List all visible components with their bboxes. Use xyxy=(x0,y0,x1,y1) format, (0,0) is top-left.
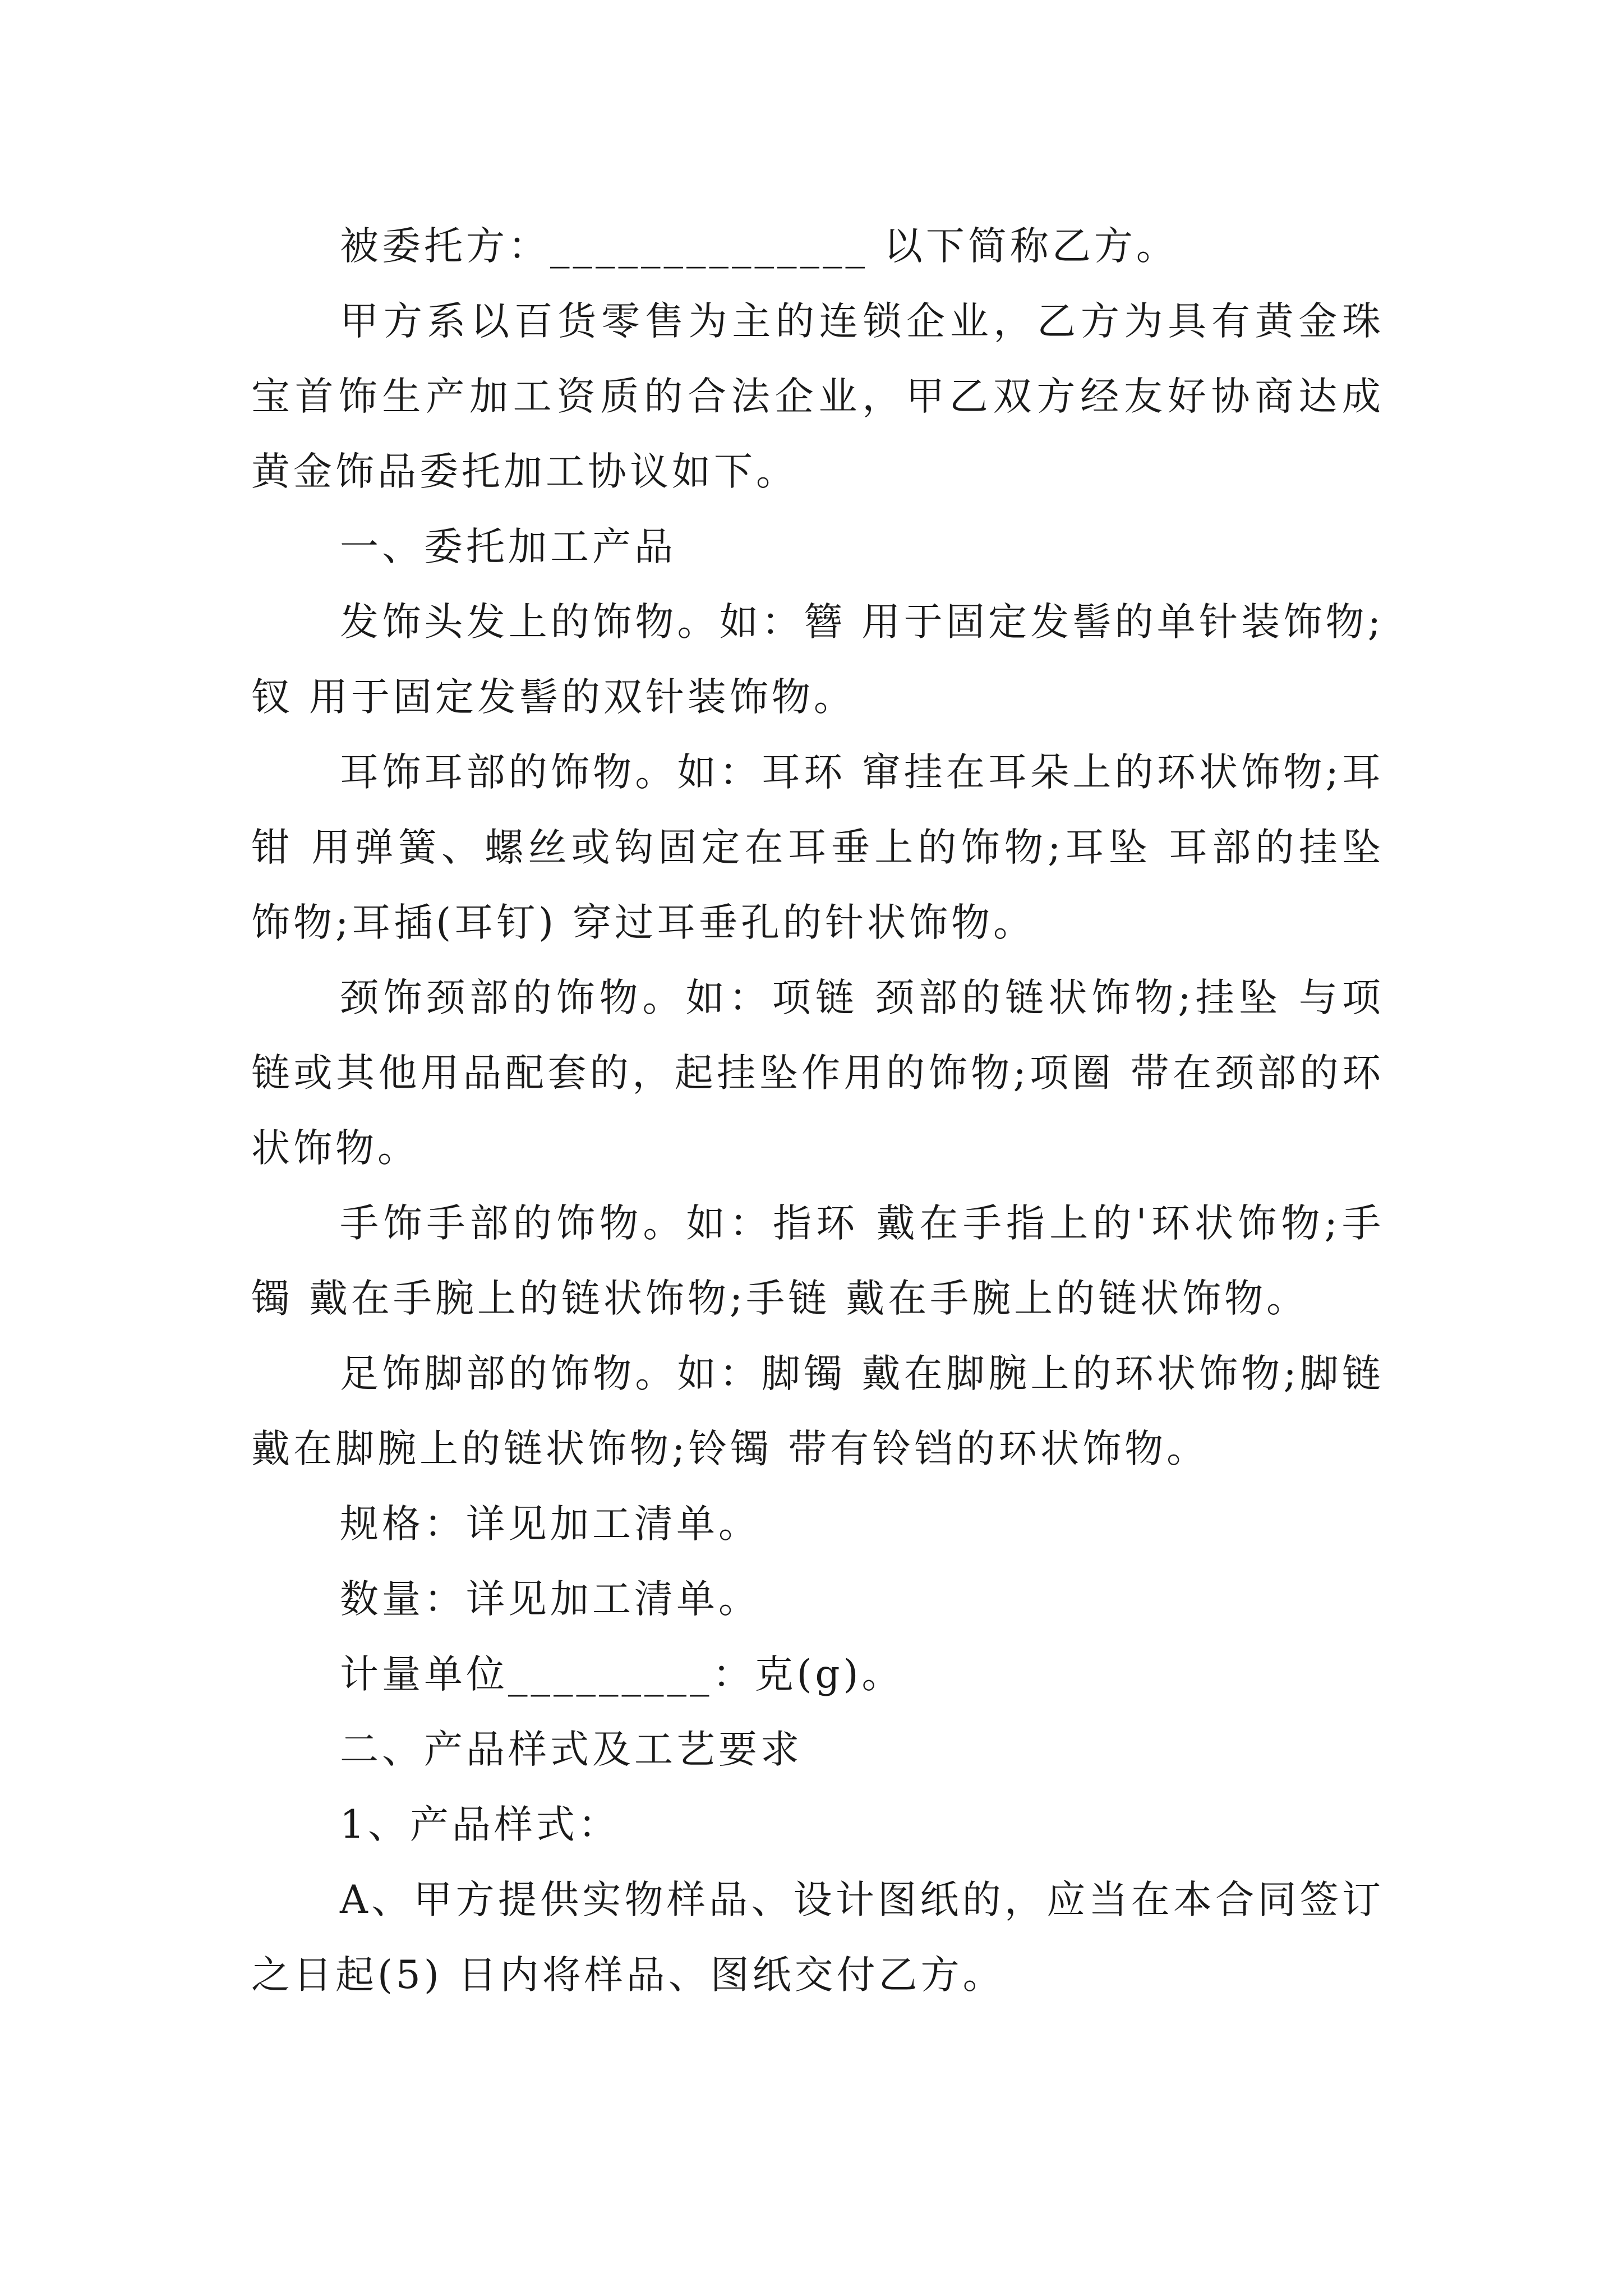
paragraph-specification: 规格：详见加工清单。 xyxy=(340,1502,760,1547)
document-body xyxy=(251,209,1400,2013)
paragraph-hair-ornaments: 发饰头发上的饰物。如：簪 用于固定发髻的单针装饰物;钗 用于固定发髻的双针装饰物。 xyxy=(251,600,1384,720)
paragraph-entrusted-party: 被委托方：______________ 以下简称乙方。 xyxy=(340,224,1178,269)
paragraph-ear-ornaments: 耳饰耳部的饰物。如：耳环 窜挂在耳朵上的环状饰物;耳钳 用弹簧、螺丝或钩固定在耳垂上的饰物;耳坠 耳部的挂坠饰物;耳插(耳钉) 穿过耳垂孔的针状饰物。 xyxy=(251,750,1384,945)
paragraph-intro: 甲方系以百货零售为主的连锁企业，乙方为具有黄金珠宝首饰生产加工资质的合法企业，甲乙双方经友好协商达成黄金饰品委托加工协议如下。 xyxy=(251,299,1384,494)
paragraph-hand-ornaments: 手饰手部的饰物。如：指环 戴在手指上的'环状饰物;手镯 戴在手腕上的链状饰物;手链 戴在手腕上的链状饰物。 xyxy=(251,1201,1384,1321)
paragraph-unit: 计量单位_________：克(g)。 xyxy=(340,1652,904,1697)
paragraph-foot-ornaments: 足饰脚部的饰物。如：脚镯 戴在脚腕上的环状饰物;脚链 戴在脚腕上的链状饰物;铃镯 带有铃铛的环状饰物。 xyxy=(251,1351,1400,1471)
subheading-product-style: 1、产品样式： xyxy=(340,1802,620,1847)
paragraph-sample-delivery: A、甲方提供实物样品、设计图纸的，应当在本合同签订之日起(5) 日内将样品、图纸交付乙方。 xyxy=(251,1878,1384,1998)
paragraph-neck-ornaments: 颈饰颈部的饰物。如：项链 颈部的链状饰物;挂坠 与项链或其他用品配套的，起挂坠作用的饰物;项圈 带在颈部的环状饰物。 xyxy=(251,976,1384,1171)
paragraph-quantity: 数量：详见加工清单。 xyxy=(340,1577,760,1622)
section-heading-products: 一、委托加工产品 xyxy=(340,524,676,569)
section-heading-style-process: 二、产品样式及工艺要求 xyxy=(340,1727,803,1772)
